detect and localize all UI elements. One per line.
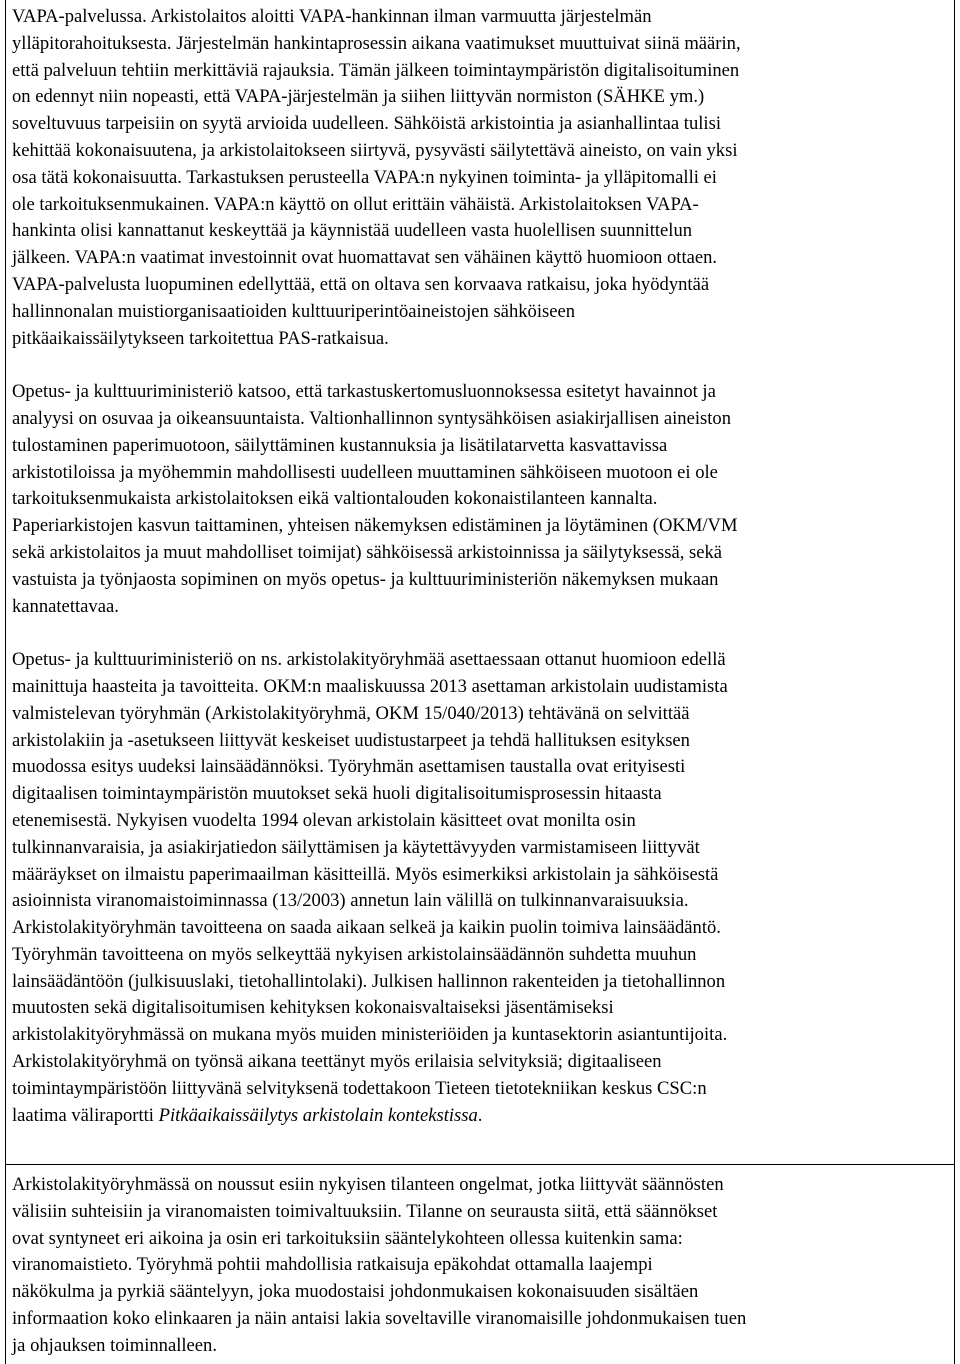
text-line: sekä arkistolaitos ja muut mahdolliset toimijat) sähköisessä arkistoinnissa ja säilytyksessä, sekä — [12, 541, 723, 563]
text-line: valmistelevan työryhmän (Arkistolakityöryhmä, OKM 15/040/2013) tehtävänä on selvittää — [12, 702, 690, 724]
text-line: pitkäaikaissäilytykseen tarkoitettua PAS-ratkaisua. — [12, 327, 389, 349]
text-line-with-title — [12, 1103, 954, 1130]
text-line: etenemisestä. Nykyisen vuodelta 1994 olevan arkistolain käsitteet ovat monilta osin — [12, 809, 636, 831]
text-line: tarkoituksenmukaista arkistolaitoksen eikä valtiontalouden kokonaistilanteen kannalta. — [12, 488, 658, 510]
text-line: VAPA-palvelussa. Arkistolaitos aloitti VAPA-hankinnan ilman varmuutta järjestelmän — [12, 6, 652, 27]
paragraph-ongelmat — [12, 1165, 954, 1360]
text-line: ja ohjauksen toiminnalleen. — [12, 1334, 217, 1356]
text-line: tulostaminen paperimuotoon, säilyttäminen kustannuksia ja lisätilatarvetta kasvattavissa — [12, 434, 668, 456]
text-line: kannatettavaa. — [12, 595, 119, 617]
text-line: näkökulma ja pyrkiä sääntelyyn, joka muodostaisi johdonmukaisen kokonaisuuden sisältäen — [12, 1281, 699, 1303]
content-box-footer — [5, 1164, 955, 1364]
text-line: informaation koko elinkaaren ja näin antaisi lakia soveltaville viranomaisille johdonmukaisen tuen — [12, 1307, 747, 1329]
text-line: toimintaympäristöön liittyvänä selvityksenä todettakoon Tieteen tietotekniikan keskus CSC:n — [12, 1077, 707, 1099]
text-line: on edennyt niin nopeasti, että VAPA-järjestelmän ja siihen liittyvän normiston (SÄHKE ym.) — [12, 86, 705, 108]
text-line: asioinnista viranomaistoiminnassa (13/2003) annetun lain välillä on tulkinnanvaraisuuksia. — [12, 890, 689, 912]
text-line: lainsäädäntöön (julkisuuslaki, tietohallintolaki). Julkisen hallinnon rakenteiden ja tietohallinnon — [12, 970, 726, 992]
text-line: Arkistolakityöryhmä on työnsä aikana teettänyt myös erilaisia selvityksiä; digitaaliseen — [12, 1051, 662, 1073]
paragraph-gap — [12, 620, 954, 647]
text-line: tulkinnanvaraisia, ja asiakirjatiedon säilyttämisen ja käytettävyyden varmistamiseen liittyvät — [12, 836, 700, 858]
text-line: digitaalisen toimintaympäristön muutokset sekä huoli digitalisoitumisprosessin hitaasta — [12, 783, 662, 805]
text-line: Arkistolakityöryhmässä on noussut esiin nykyisen tilanteen ongelmat, jotka liittyvät säännösten — [12, 1174, 724, 1195]
text-line: Opetus- ja kulttuuriministeriö on ns. arkistolakityöryhmää asettaessaan ottanut huomioon edellä — [12, 649, 726, 671]
text-line: Opetus- ja kulttuuriministeriö katsoo, että tarkastuskertomusluonnoksessa esitetyt havainnot ja — [12, 381, 716, 403]
text-line: arkistolakityöryhmässä on mukana myös muiden ministeriöiden ja kuntasektorin asiantuntijoita. — [12, 1024, 728, 1046]
text-fragment: laatima väliraportti — [12, 1104, 159, 1126]
text-line: kehittää kokonaisuutena, ja arkistolaitokseen siirtyvä, pysyvästi säilytettävä aineisto, on vain yksi — [12, 139, 738, 161]
text-fragment: . — [477, 1104, 483, 1126]
paragraph-okm-view — [12, 379, 954, 620]
content-box-main — [5, 0, 955, 1165]
text-line: ylläpitorahoituksesta. Järjestelmän hankintaprosessin aikana vaatimukset muuttuivat siinä määrin, — [12, 32, 741, 54]
text-line: analyysi on osuvaa ja oikeansuuntaista. Valtionhallinnon syntysähköisen asiakirjallisen aineiston — [12, 407, 731, 429]
text-line: muutosten sekä digitalisoitumisen kehityksen kokonaisvaltaiseksi jäsentämiseksi — [12, 997, 614, 1019]
text-line: ole tarkoituksenmukainen. VAPA:n käyttö on ollut erittäin vähäistä. Arkistolaitoksen VAPA- — [12, 193, 699, 215]
text-line: vastuista ja työnjaosta sopiminen on myös opetus- ja kulttuuriministeriön näkemyksen mukaan — [12, 568, 719, 590]
text-line: että palveluun tehtiin merkittäviä rajauksia. Tämän jälkeen toimintaympäristön digitalisoituminen — [12, 59, 740, 81]
text-line: määräykset on ilmaistu paperimaailman käsitteillä. Myös esimerkiksi arkistolain ja sähköisestä — [12, 863, 719, 885]
text-line: Työryhmän tavoitteena on myös selkeyttää nykyisen arkistolainsäädännön suhdetta muuhun — [12, 943, 697, 965]
report-title: Pitkäaikaissäilytys arkistolain kontekstissa — [158, 1104, 478, 1126]
text-line: välisiin suhteisiin ja viranomaisten toimivaltuuksiin. Tilanne on seurausta siitä, että säännökset — [12, 1200, 718, 1222]
text-line: osa tätä kokonaisuutta. Tarkastuksen perusteella VAPA:n nykyinen toiminta- ja ylläpitomalli ei — [12, 166, 717, 188]
text-line: viranomaistieto. Työryhmä pohtii mahdollisia ratkaisuja epäkohdat ottamalla laajempi — [12, 1254, 653, 1276]
text-line: mainittuja haasteita ja tavoitteita. OKM:n maaliskuussa 2013 asettaman arkistolain uudistamista — [12, 675, 728, 697]
text-line: soveltuvuus tarpeisiin on syytä arvioida uudelleen. Sähköistä arkistointia ja asianhallintaa tulisi — [12, 113, 721, 135]
text-line: Arkistolakityöryhmän tavoitteena on saada aikaan selkeä ja kaikin puolin toimiva lainsäädäntö. — [12, 917, 721, 939]
text-line: ovat syntyneet eri aikoina ja osin eri tarkoituksiin sääntelykohteen ollessa kuitenkin sama: — [12, 1227, 683, 1249]
paragraph-vapa — [12, 0, 954, 352]
text-line: arkistolakiin ja -asetukseen liittyvät keskeiset uudistustarpeet ja tehdä hallituksen esityksen — [12, 729, 690, 751]
text-line: arkistotiloissa ja myöhemmin mahdollisesti uudelleen muuttaminen sähköiseen muotoon ei ole — [12, 461, 718, 483]
paragraph-arkistolakityoryhma — [12, 647, 954, 1129]
paragraph-gap — [12, 352, 954, 379]
text-line: hallinnonalan muistiorganisaatioiden kulttuuriperintöaineistojen sähköiseen — [12, 300, 576, 322]
text-line: hankinta olisi kannattanut keskeyttää ja käynnistää uudelleen vasta huolellisen suunnittelun — [12, 220, 693, 242]
text-line: jälkeen. VAPA:n vaatimat investoinnit ovat huomattavat sen vähäinen käyttö huomioon ottaen. — [12, 247, 718, 269]
text-line: VAPA-palvelusta luopuminen edellyttää, että on oltava sen korvaava ratkaisu, joka hyödyntää — [12, 273, 710, 295]
text-line: muodossa esitys uudeksi lainsäädännöksi. Työryhmän asettamisen taustalla ovat erityisesti — [12, 756, 686, 778]
text-line: Paperiarkistojen kasvun taittaminen, yhteisen näkemyksen edistäminen ja löytäminen (OKM/VM — [12, 515, 738, 537]
